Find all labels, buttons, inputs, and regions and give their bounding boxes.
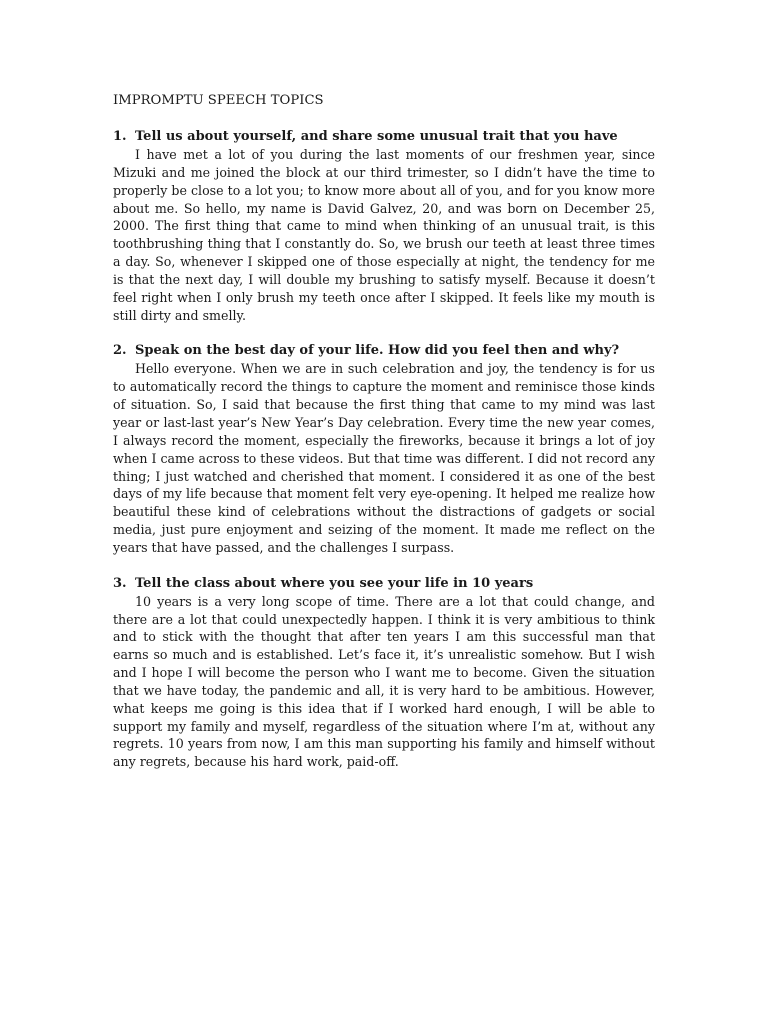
- topic-heading-text: Tell the class about where you see your life in 10 years: [135, 575, 534, 591]
- page-title: IMPROMPTU SPEECH TOPICS: [113, 93, 324, 108]
- topic-body-paragraph: I have met a lot of you during the last moments of our freshmen year, since Mizuki and me joined the block at our third trimester, so I didn’t have the time to properly be close to a lot you; to know more about all of you, and for you know more about me. So hello, my name is David Galvez, 20, and was born on December 25, 2000. The first thing that came to mind when thinking of an unusual trait, is this toothbrushing thing that I constantly do. So, we brush our teeth at least three times a day. So, whenever I skipped one of those especially at night, the tendency for me is that the next day, I will double my brushing to satisfy myself. Because it doesn’t feel right when I only brush my teeth once after I skipped. It feels like my mouth is still dirty and smelly.: [113, 147, 655, 323]
- topic-number: 2.: [113, 343, 127, 359]
- speech-topic-1: [113, 128, 655, 324]
- speech-topic-3: [113, 575, 655, 771]
- topic-body-paragraph: 10 years is a very long scope of time. There are a lot that could change, and there are a lot that could unexpectedly happen. I think it is very ambitious to think and to stick with the thought that after ten years I am this successful man that earns so much and is established. Let’s face it, it’s unrealistic somehow. But I wish and I hope I will become the person who I want me to become. Given the situation that we have today, the pandemic and all, it is very hard to be ambitious. However, what keeps me going is this idea that if I worked hard enough, I will be able to support my family and myself, regardless of the situation where I’m at, without any regrets. 10 years from now, I am this man supporting his family and himself without any regrets, because his hard work, paid-off.: [113, 593, 655, 770]
- speech-topic-2: [113, 342, 655, 556]
- topic-number: 3.: [113, 575, 127, 591]
- topic-heading-text: Tell us about yourself, and share some unusual trait that you have: [135, 129, 618, 144]
- topic-heading-text: Speak on the best day of your life. How did you feel then and why?: [135, 343, 620, 359]
- topic-body-paragraph: Hello everyone. When we are in such celebration and joy, the tendency is for us to automatically record the things to capture the moment and reminisce those kinds of situation. So, I said that because the first thing that came to my mind was last year or last-last year’s New Year’s Day celebration. Every time the new year comes, I always record the moment, especially the fireworks, because it brings a lot of joy when I came across to these videos. But that time was different. I did not record any thing; I just watched and cherished that moment. I considered it as one of the best days of my life because that moment felt very eye-opening. It helped me realize how beautiful these kind of celebrations without the distractions of gadgets or social media, just pure enjoyment and seizing of the moment. It made me reflect on the years that have passed, and the challenges I surpass.: [113, 361, 655, 555]
- topic-number: 1.: [113, 129, 127, 144]
- document-page: [113, 92, 655, 789]
- topic-heading: [113, 128, 655, 146]
- topic-heading: [113, 575, 655, 593]
- topic-heading: [113, 342, 655, 360]
